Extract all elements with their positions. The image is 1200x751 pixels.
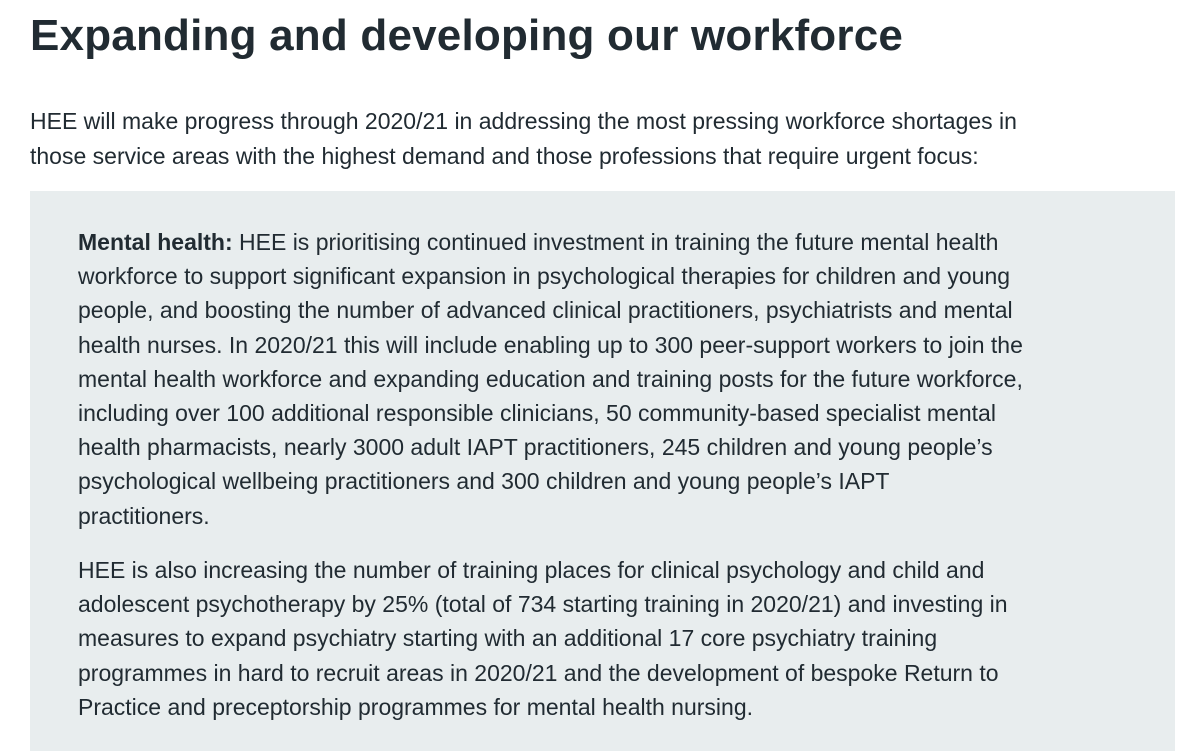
paragraph-text: HEE is prioritising continued investment in training the future mental health	[232, 229, 999, 255]
page-title: Expanding and developing our workforce	[30, 11, 904, 60]
paragraph-line: including over 100 additional responsible clinicians, 50 community-based specialist mental	[78, 400, 996, 427]
paragraph-line: people, and boosting the number of advanced clinical practitioners, psychiatrists and mental	[78, 297, 1013, 324]
intro-line: HEE will make progress through 2020/21 in addressing the most pressing workforce shortages in	[30, 108, 1017, 134]
intro-paragraph	[30, 104, 1017, 174]
paragraph-line: health nurses. In 2020/21 this will include enabling up to 300 peer-support workers to join the	[78, 331, 1023, 358]
intro-line: those service areas with the highest demand and those professions that require urgent focus:	[30, 143, 979, 169]
paragraph-line: Practice and preceptorship programmes for mental health nursing.	[78, 693, 754, 720]
training-places-paragraph	[78, 553, 1008, 724]
callout-box	[30, 191, 1175, 751]
paragraph-line: HEE is also increasing the number of training places for clinical psychology and child and	[78, 557, 985, 583]
paragraph-line: psychological wellbeing practitioners and 300 children and young people’s IAPT	[78, 468, 890, 495]
paragraph-line: measures to expand psychiatry starting with an additional 17 core psychiatry training	[78, 625, 938, 652]
mental-health-paragraph	[78, 225, 1023, 533]
paragraph-line: workforce to support significant expansion in psychological therapies for children and young	[78, 263, 1011, 290]
paragraph-line: adolescent psychotherapy by 25% (total of 734 starting training in 2020/21) and investing in	[78, 591, 1008, 618]
paragraph-line: mental health workforce and expanding education and training posts for the future workforce,	[78, 365, 1023, 392]
paragraph-line: practitioners.	[78, 502, 210, 529]
mental-health-label: Mental health:	[78, 229, 233, 255]
paragraph-line: health pharmacists, nearly 3000 adult IAPT practitioners, 245 children and young people’s	[78, 434, 993, 461]
paragraph-line: programmes in hard to recruit areas in 2020/21 and the development of bespoke Return to	[78, 659, 999, 686]
paragraph-line	[78, 225, 1023, 259]
